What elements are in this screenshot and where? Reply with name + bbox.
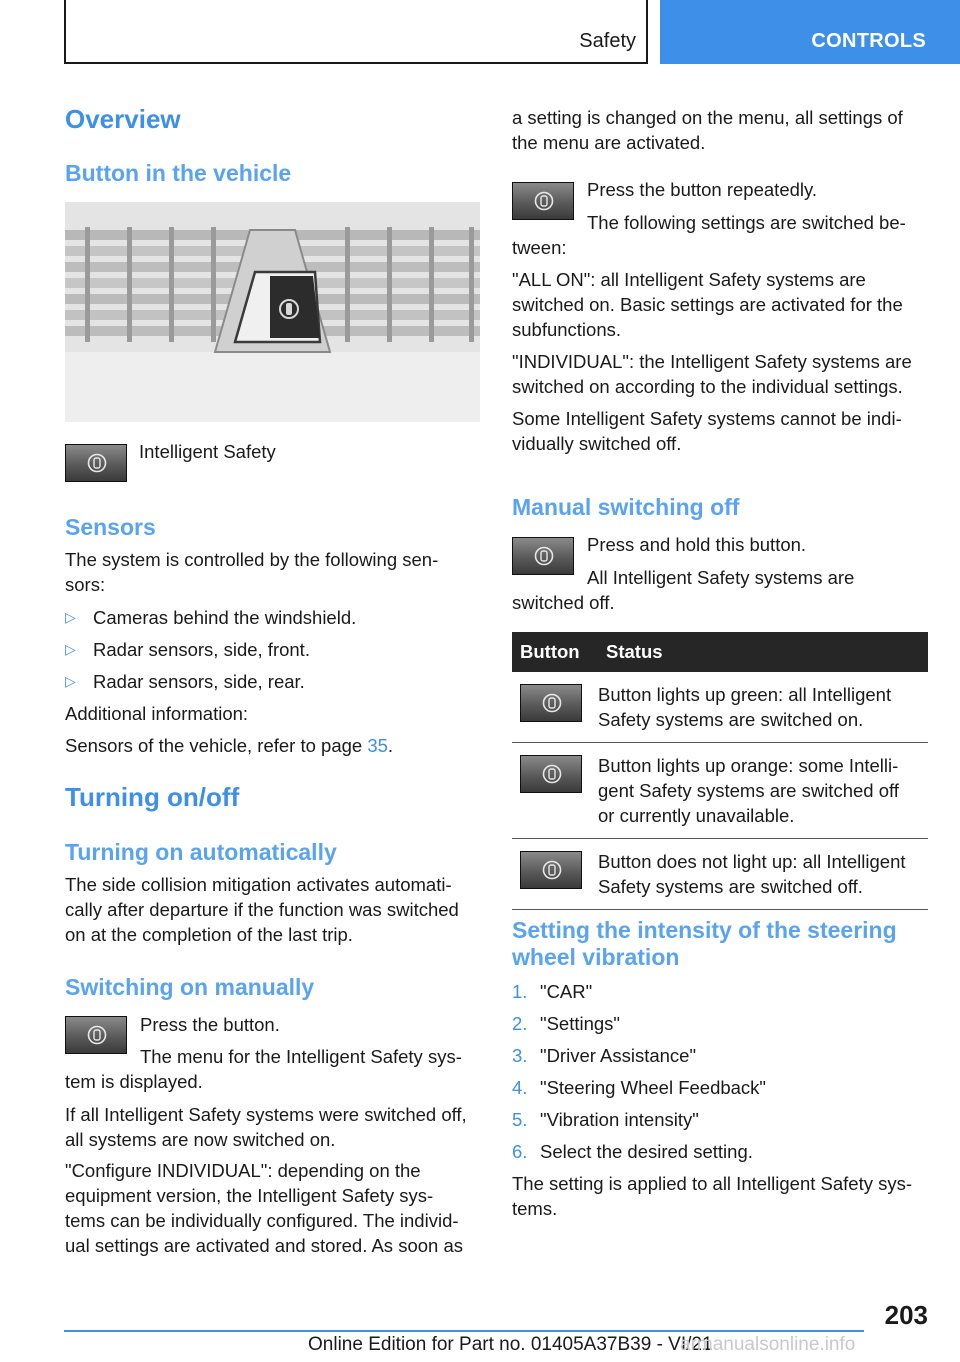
configure-text-line1: "Configure INDIVIDUAL": depending on the — [65, 1160, 421, 1181]
intelligent-safety-green-icon — [520, 684, 582, 722]
sensors-heading: Sensors — [65, 514, 156, 540]
status-line: gent Safety systems are switched off — [598, 780, 899, 801]
overview-heading: Overview — [65, 104, 181, 134]
table-row — [512, 743, 928, 839]
table-cell-status — [598, 672, 928, 743]
auto-text-line2: cally after departure if the function was switched — [65, 899, 459, 920]
configure-text-line4: ual settings are activated and stored. As soon as — [65, 1235, 463, 1256]
individual-line1: "INDIVIDUAL": the Intelligent Safety systems are — [512, 351, 912, 372]
auto-text-line3: on at the completion of the last trip. — [65, 924, 353, 945]
header-tab-label: CONTROLS — [811, 30, 926, 52]
table-row — [512, 839, 928, 910]
step-text: "CAR" — [540, 981, 593, 1002]
table-cell-status — [598, 839, 928, 910]
status-line: Button does not light up: all Intelligent — [598, 851, 906, 872]
step-text: "Driver Assistance" — [540, 1045, 697, 1066]
intelligent-safety-icon — [512, 182, 574, 220]
table-cell-status — [598, 743, 928, 839]
button-in-vehicle-heading: Button in the vehicle — [65, 160, 292, 186]
additional-info: Additional information: — [65, 703, 249, 724]
step-number: 4. — [512, 1077, 528, 1098]
list-item-text: Radar sensors, side, front. — [93, 639, 310, 660]
intelligent-safety-icon — [65, 1016, 127, 1054]
turning-on-off-heading: Turning on/off — [65, 782, 240, 812]
cont-text-line2: the menu are activated. — [512, 132, 706, 153]
sensors-text-line1: The system is controlled by the following sen- — [65, 549, 439, 570]
vehicle-button-photo — [65, 202, 480, 422]
sensors-text-line2: sors: — [65, 574, 106, 595]
icon-caption: Intelligent Safety — [139, 441, 276, 462]
step-number: 3. — [512, 1045, 528, 1066]
configure-text-line2: equipment version, the Intelligent Safety sys- — [65, 1185, 434, 1206]
sensors-reference-end: . — [387, 735, 394, 756]
switched-between-line1: The following settings are switched be- — [587, 212, 906, 233]
individual-line2: switched on according to the individual settings. — [512, 376, 903, 397]
cannot-line2: vidually switched off. — [512, 433, 682, 454]
step-number: 2. — [512, 1013, 528, 1034]
step-number: 6. — [512, 1141, 528, 1162]
footer-edition: Online Edition for Part no. 01405A37B39 - VI/21 — [308, 1334, 713, 1355]
table-cell-button — [512, 672, 598, 743]
header-controls-tab — [660, 0, 960, 64]
all-off-text-line1: If all Intelligent Safety systems were switched off, — [65, 1104, 467, 1125]
configure-text-line3: tems can be individually configured. The individ- — [65, 1210, 459, 1231]
applied-text-line1: The setting is applied to all Intelligent Safety sys- — [512, 1173, 913, 1194]
intensity-heading-line2: wheel vibration — [512, 944, 680, 970]
press-repeatedly-text: Press the button repeatedly. — [587, 179, 818, 200]
step-number: 1. — [512, 981, 528, 1002]
header-frame — [64, 0, 648, 64]
manual-switching-off-heading: Manual switching off — [512, 494, 740, 520]
list-item-text: Cameras behind the windshield. — [93, 607, 357, 628]
table-row — [512, 672, 928, 743]
switched-between-line2: tween: — [512, 237, 567, 258]
status-line: or currently unavailable. — [598, 805, 795, 826]
triangle-bullet-icon: ▷ — [65, 609, 76, 625]
sensors-reference — [65, 733, 393, 759]
intelligent-safety-off-icon — [520, 851, 582, 889]
button-status-cell — [520, 849, 582, 887]
turning-on-automatically-heading: Turning on automatically — [65, 839, 337, 865]
table-header-row — [512, 632, 928, 672]
step-text: Select the desired setting. — [540, 1141, 753, 1162]
switching-on-manually-heading: Switching on manually — [65, 974, 315, 1000]
col-header-status: Status — [598, 632, 928, 672]
col-header-button: Button — [512, 632, 598, 672]
intelligent-safety-icon — [512, 537, 574, 575]
all-off-line1: All Intelligent Safety systems are — [587, 567, 855, 588]
all-on-line3: subfunctions. — [512, 319, 622, 340]
watermark: armanualsonline.info — [680, 1334, 856, 1355]
menu-text-line2: tem is displayed. — [65, 1071, 203, 1092]
step-text: "Settings" — [540, 1013, 620, 1034]
status-table — [512, 632, 928, 910]
button-status-cell — [520, 753, 582, 791]
all-off-text-line2: all systems are now switched on. — [65, 1129, 336, 1150]
page-number: 203 — [884, 1300, 928, 1330]
status-line: Button lights up orange: some Intelli- — [598, 755, 899, 776]
intelligent-safety-orange-icon — [520, 755, 582, 793]
sensors-reference-text: Sensors of the vehicle, refer to page — [65, 735, 368, 756]
button-status-cell — [520, 682, 582, 720]
triangle-bullet-icon: ▷ — [65, 673, 76, 689]
step-number: 5. — [512, 1109, 528, 1130]
intensity-heading-line1: Setting the intensity of the steering — [512, 917, 897, 943]
status-line: Safety systems are switched on. — [598, 709, 864, 730]
applied-text-line2: tems. — [512, 1198, 558, 1219]
table-cell-button — [512, 839, 598, 910]
triangle-bullet-icon: ▷ — [65, 641, 76, 657]
header-section-title: Safety — [579, 30, 636, 52]
press-button-text: Press the button. — [140, 1014, 280, 1035]
all-on-line2: switched on. Basic settings are activated for the — [512, 294, 903, 315]
step-text: "Steering Wheel Feedback" — [540, 1077, 767, 1098]
cont-text-line1: a setting is changed on the menu, all settings of — [512, 107, 903, 128]
cannot-line1: Some Intelligent Safety systems cannot be indi- — [512, 408, 902, 429]
intelligent-safety-icon — [65, 444, 127, 482]
page-35-link[interactable]: 35 — [367, 735, 388, 756]
press-hold-text: Press and hold this button. — [587, 534, 807, 555]
status-line: Button lights up green: all Intelligent — [598, 684, 892, 705]
all-off-line2: switched off. — [512, 592, 615, 613]
menu-text-line1: The menu for the Intelligent Safety sys- — [140, 1046, 462, 1067]
table-cell-button — [512, 743, 598, 839]
footer-divider — [64, 1330, 864, 1332]
status-line: Safety systems are switched off. — [598, 876, 863, 897]
all-on-line1: "ALL ON": all Intelligent Safety systems are — [512, 269, 866, 290]
auto-text-line1: The side collision mitigation activates automati- — [65, 874, 452, 895]
step-text: "Vibration intensity" — [540, 1109, 699, 1130]
list-item-text: Radar sensors, side, rear. — [93, 671, 305, 692]
